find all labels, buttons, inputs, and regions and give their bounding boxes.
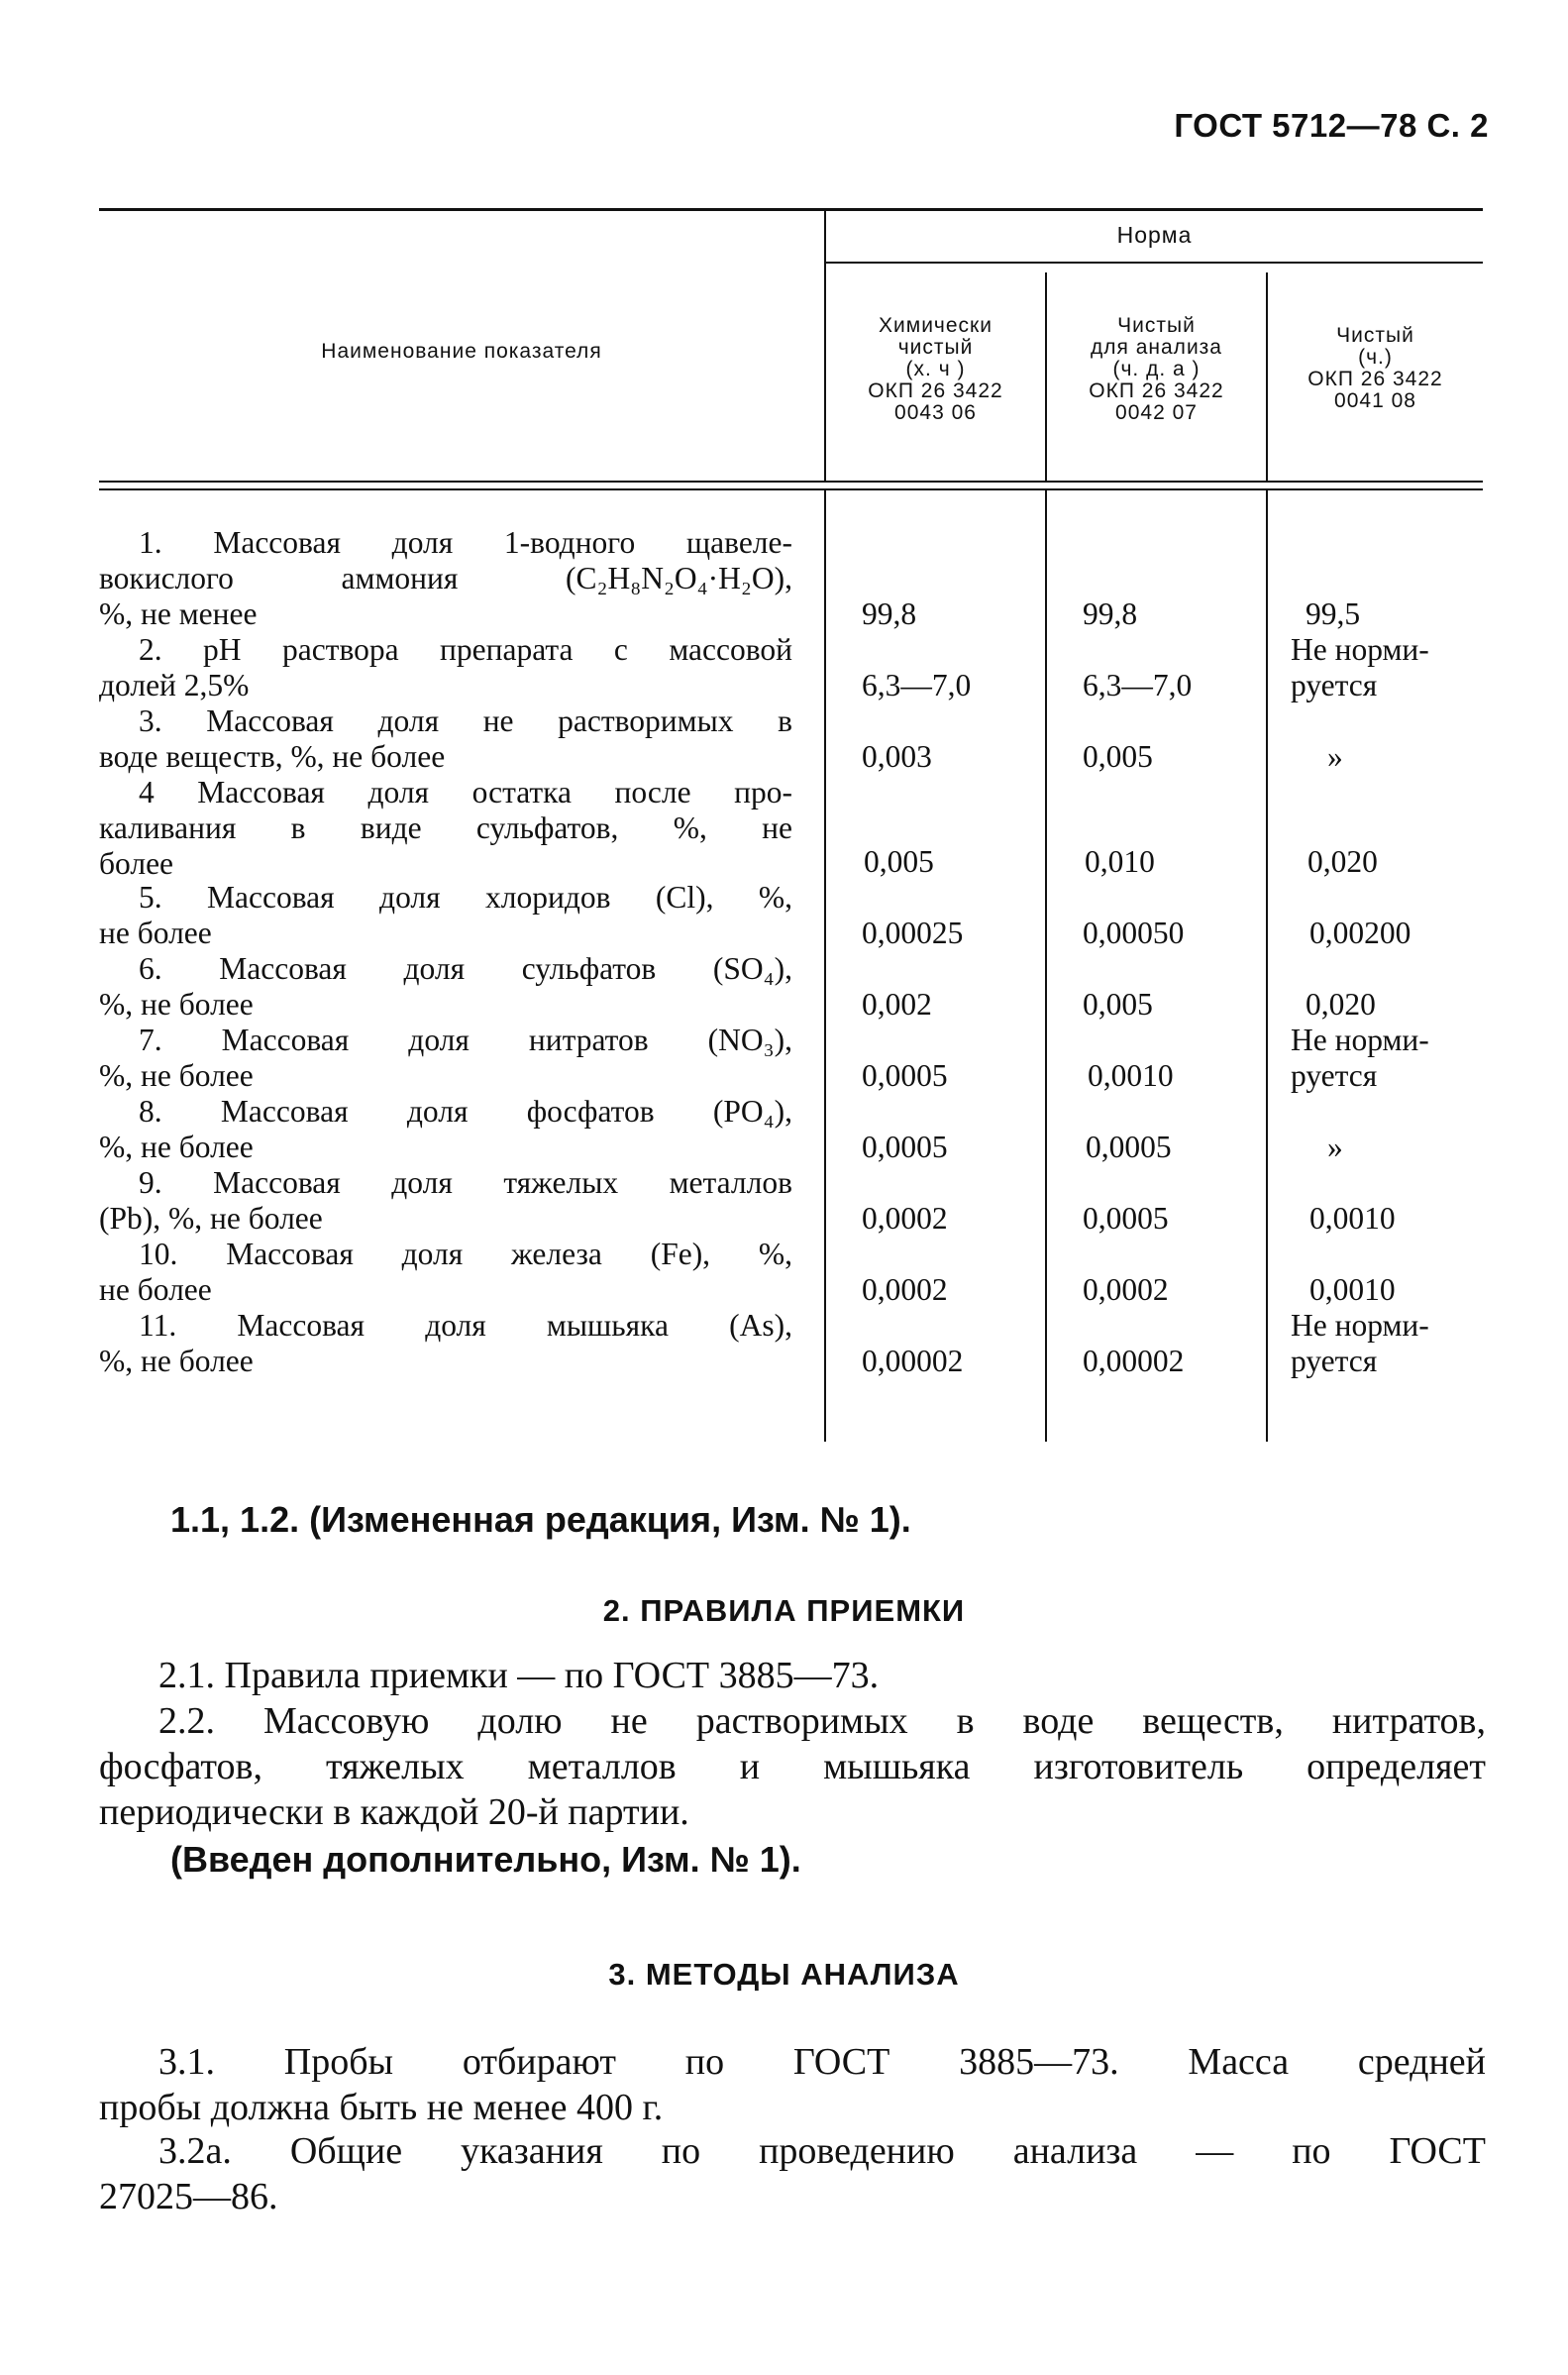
table-row-7-value-xch: 0,0005	[862, 1058, 948, 1093]
table-body-divider-1	[824, 490, 826, 1442]
table-row-5-value-chda: 0,00050	[1083, 916, 1185, 950]
table-row-name-1: 1. Массовая доля 1-водного щавеле- вокислого аммония (C₂H₈N₂O₄·H₂O), %, не менее	[99, 525, 792, 631]
table-row-11-value-chda: 0,00002	[1083, 1344, 1185, 1378]
table-row-5-value-xch: 0,00025	[862, 916, 964, 950]
table-row-7-value-ch-line2: руется	[1291, 1058, 1378, 1093]
section-2-paragraph-1: 2.1. Правила приемки — по ГОСТ 3885—73.	[158, 1655, 880, 1696]
table-row-8-value-chda: 0,0005	[1086, 1130, 1172, 1164]
table-row-6-value-chda: 0,005	[1083, 987, 1153, 1022]
table-row-9-value-xch: 0,0002	[862, 1201, 948, 1236]
table-row-name-7: 7. Массовая доля нитратов (NO₃), %, не более	[99, 1023, 792, 1093]
table-row-7-value-chda: 0,0010	[1088, 1058, 1174, 1093]
table-row-name-2: 2. pH раствора препарата с массовой долей 2,5%	[99, 632, 792, 702]
table-row-3-value-ch: »	[1327, 739, 1343, 774]
section-2-title: 2. ПРАВИЛА ПРИЕМКИ	[602, 1593, 966, 1628]
table-row-9-value-ch: 0,0010	[1309, 1201, 1396, 1236]
table-body-divider-3	[1266, 490, 1268, 1442]
table-row-name-6: 6. Массовая доля сульфатов (SO₄), %, не более	[99, 951, 792, 1022]
table-row-9-value-chda: 0,0005	[1083, 1201, 1169, 1236]
table-row-11-value-ch-line1: Не норми-	[1291, 1308, 1429, 1343]
amendment-note: 1.1, 1.2. (Измененная редакция, Изм. № 1).	[170, 1499, 911, 1540]
grade-header-2: Чистый для анализа (ч. д. а ) ОКП 26 3422 0042 07	[1089, 314, 1224, 424]
table-row-8-value-xch: 0,0005	[862, 1130, 948, 1164]
section-3-paragraph-1: 3.1. Пробы отбирают по ГОСТ 3885—73. Масса средней пробы должна быть не менее 400 г.	[99, 2041, 1486, 2128]
table-row-2-value-ch-line1: Не норми-	[1291, 632, 1429, 667]
section-3-paragraph-2: 3.2а. Общие указания по проведению анализа — по ГОСТ 27025—86.	[99, 2130, 1486, 2217]
table-row-name-8: 8. Массовая доля фосфатов (PO₄), %, не более	[99, 1094, 792, 1164]
table-row-1-value-ch: 99,5	[1306, 596, 1361, 631]
table-row-name-5: 5. Массовая доля хлоридов (Cl), %, не более	[99, 880, 792, 950]
table-row-name-9: 9. Массовая доля тяжелых металлов (Pb), %, не более	[99, 1165, 792, 1236]
col-name-header: Наименование показателя	[321, 340, 602, 363]
table-top-rule	[99, 208, 1483, 211]
table-row-11-value-ch-line2: руется	[1291, 1344, 1378, 1378]
table-row-8-value-ch: »	[1327, 1130, 1343, 1164]
table-row-name-4: 4 Массовая доля остатка после про- каливания в виде сульфатов, %, не более	[99, 775, 792, 881]
table-row-6-value-xch: 0,002	[862, 987, 932, 1022]
table-row-7-value-ch-line1: Не норми-	[1291, 1023, 1429, 1057]
section-3-title: 3. МЕТОДЫ АНАЛИЗА	[608, 1957, 960, 1992]
section-2-paragraph-2: 2.2. Массовую долю не растворимых в воде веществ, нитратов, фосфатов, тяжелых металлов и мышьяка изготовитель определяет периодически в каждой 20-й партии.	[99, 1700, 1486, 1833]
table-row-5-value-ch: 0,00200	[1309, 916, 1411, 950]
table-row-4-value-chda: 0,010	[1085, 844, 1155, 879]
table-row-name-3: 3. Массовая доля не растворимых в воде веществ, %, не более	[99, 703, 792, 774]
table-row-4-value-ch: 0,020	[1307, 844, 1378, 879]
table-row-name-11: 11. Массовая доля мышьяка (As), %, не более	[99, 1308, 792, 1378]
grade-header-1: Химически чистый (х. ч ) ОКП 26 3422 0043 06	[868, 314, 1003, 424]
table-row-6-value-ch: 0,020	[1306, 987, 1376, 1022]
table-body-divider-2	[1045, 490, 1047, 1442]
table-row-3-value-xch: 0,003	[862, 739, 932, 774]
table-row-1-value-chda: 99,8	[1083, 596, 1138, 631]
table-row-2-value-ch-line2: руется	[1291, 668, 1378, 702]
norm-header: Норма	[1116, 222, 1193, 248]
table-row-3-value-chda: 0,005	[1083, 739, 1153, 774]
table-row-name-10: 10. Массовая доля железа (Fe), %, не более	[99, 1237, 792, 1307]
table-row-10-value-ch: 0,0010	[1309, 1272, 1396, 1307]
page-header: ГОСТ 5712—78 С. 2	[1174, 107, 1489, 144]
table-row-11-value-xch: 0,00002	[862, 1344, 964, 1378]
header-bottom-rule	[99, 481, 1483, 483]
table-row-10-value-xch: 0,0002	[862, 1272, 948, 1307]
table-row-1-value-xch: 99,8	[862, 596, 917, 631]
table-row-4-value-xch: 0,005	[864, 844, 934, 879]
table-row-2-value-xch: 6,3—7,0	[862, 668, 972, 702]
table-row-10-value-chda: 0,0002	[1083, 1272, 1169, 1307]
section-2-added-note: (Введен дополнительно, Изм. № 1).	[170, 1839, 801, 1880]
table-row-2-value-chda: 6,3—7,0	[1083, 668, 1193, 702]
norm-header-rule	[824, 262, 1483, 264]
grade-header-3: Чистый (ч.) ОКП 26 3422 0041 08	[1307, 324, 1443, 412]
header-bottom-rule-2	[99, 488, 1483, 490]
